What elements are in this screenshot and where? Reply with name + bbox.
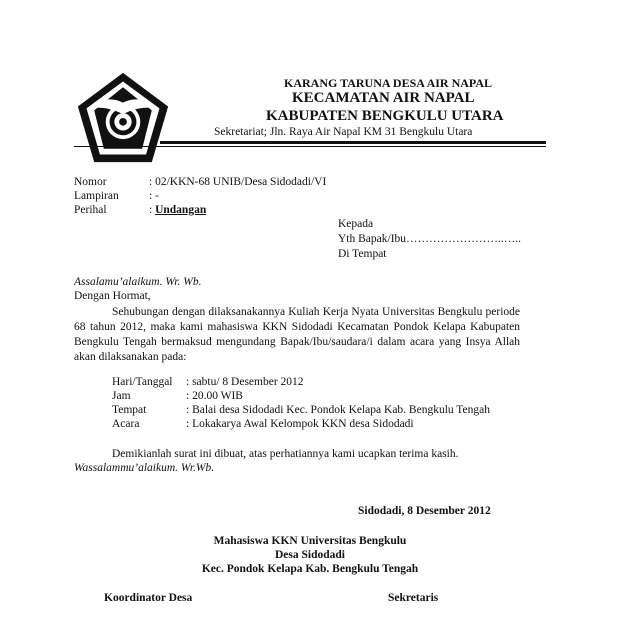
nomor-label: Nomor <box>74 176 107 188</box>
perihal-value: Undangan <box>155 204 207 216</box>
closing-salam: Wassalammu’alaikum. Wr.Wb. <box>74 462 215 474</box>
detail-hari <box>112 376 304 388</box>
jam-value: : 20.00 WIB <box>186 390 243 402</box>
acara-label: Acara <box>112 418 140 430</box>
nomor-value: : 02/KKN-68 UNIB/Desa Sidodadi/VI <box>149 176 327 188</box>
letterhead-rule-thick <box>160 141 546 144</box>
greeting: Assalamu’alaikum. Wr. Wb. <box>74 276 202 288</box>
letterhead-org: KARANG TARUNA DESA AIR NAPAL <box>284 76 493 90</box>
detail-acara <box>112 418 414 430</box>
signatory-org2: Desa Sidodadi <box>275 549 345 561</box>
karang-taruna-emblem-icon <box>74 70 172 166</box>
signatory-secretary: Sekretaris <box>388 592 439 604</box>
letterhead-regency: KABUPATEN BENGKULU UTARA <box>266 108 504 124</box>
letterhead-rule-thin <box>74 146 546 147</box>
detail-tempat <box>112 404 490 416</box>
perihal-label: Perihal <box>74 204 107 216</box>
letterhead-district: KECAMATAN AIR NAPAL <box>292 90 475 106</box>
signatory-org1: Mahasiswa KKN Universitas Bengkulu <box>213 535 407 547</box>
signatory-coordinator: Koordinator Desa <box>104 592 193 604</box>
body-paragraph-text: Sehubungan dengan dilaksanakannya Kuliah Kerja Nyata Universitas Bengkulu periode 68 tahun 2012, maka kami mahasiswa KKN Sidodadi Kecamatan Pondok Kelapa Kabupaten Bengkulu Tengah bermaksud mengundang Bapak/Ibu/saudara/i dalam acara yang Insya Allah akan dilaksanakan pada: <box>74 306 520 363</box>
meta-nomor <box>74 176 326 188</box>
closing-line: Demikianlah surat ini dibuat, atas perhatiannya kami ucapkan terima kasih. <box>112 448 459 460</box>
hari-label: Hari/Tanggal <box>112 376 173 388</box>
opening: Dengan Hormat, <box>74 290 151 302</box>
place-date: Sidodadi, 8 Desember 2012 <box>358 505 491 517</box>
perihal-colon: : <box>149 204 156 216</box>
hari-value: : sabtu/ 8 Desember 2012 <box>186 376 304 388</box>
recipient-line3: Di Tempat <box>338 248 387 260</box>
detail-jam <box>112 390 243 402</box>
acara-value: : Lokakarya Awal Kelompok KKN desa Sidodadi <box>186 418 414 430</box>
meta-perihal <box>74 204 206 216</box>
lampiran-label: Lampiran <box>74 190 119 202</box>
tempat-value: : Balai desa Sidodadi Kec. Pondok Kelapa Kab. Bengkulu Tengah <box>186 404 490 416</box>
signatory-org3: Kec. Pondok Kelapa Kab. Bengkulu Tengah <box>201 563 419 575</box>
lampiran-value: : - <box>149 190 159 202</box>
jam-label: Jam <box>112 390 131 402</box>
recipient-line2: Yth Bapak/Ibu……………………..….. <box>338 233 522 245</box>
meta-lampiran <box>74 190 159 202</box>
tempat-label: Tempat <box>112 404 147 416</box>
letterhead-secretariat: Sekretariat; Jln. Raya Air Napal KM 31 Bengkulu Utara <box>214 126 473 138</box>
recipient-line1: Kepada <box>338 218 374 230</box>
body-paragraph <box>74 305 520 365</box>
